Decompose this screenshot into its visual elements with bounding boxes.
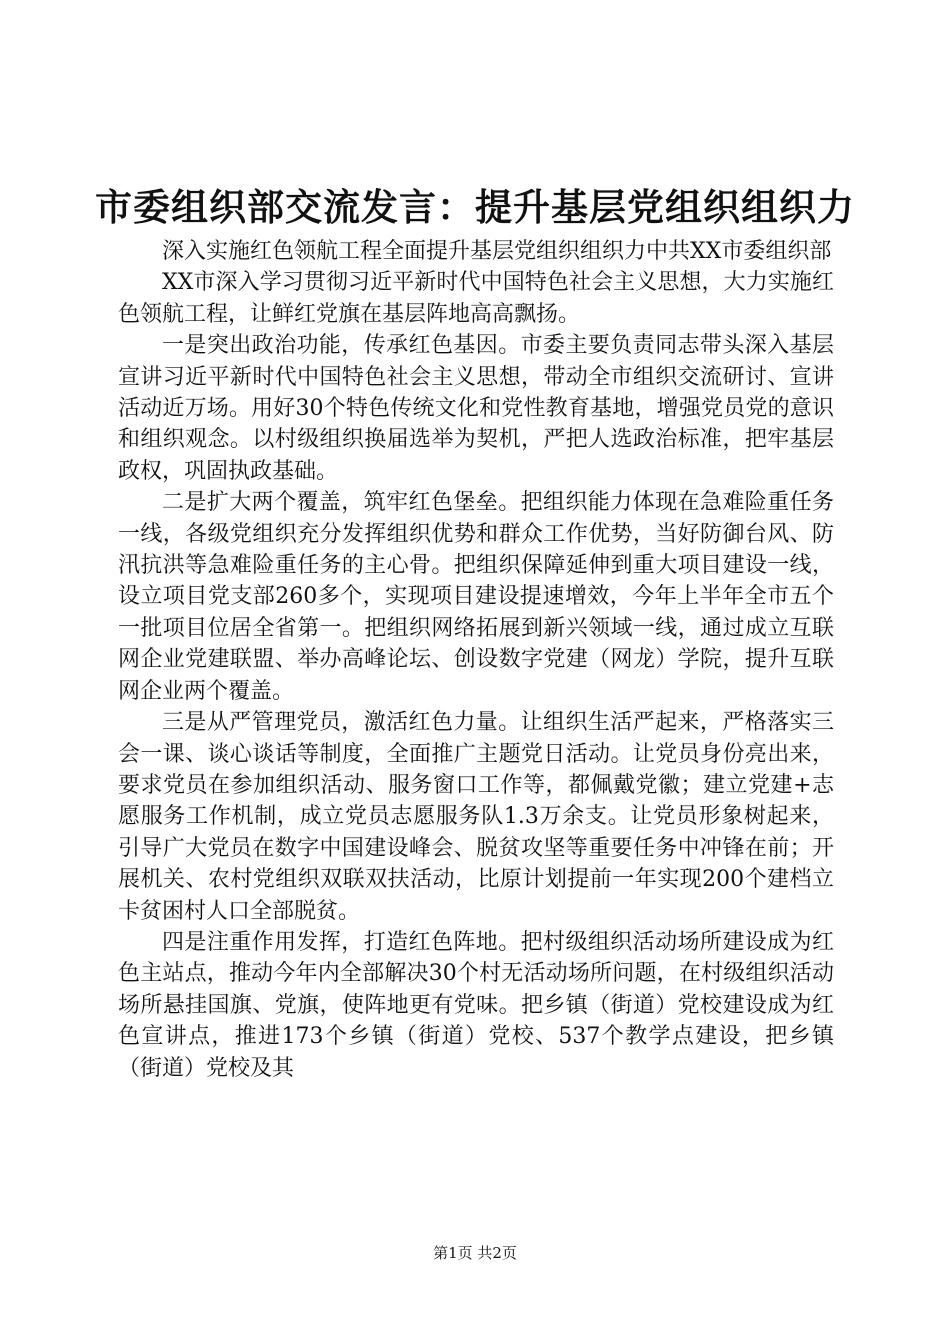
body-paragraph: 一是突出政治功能，传承红色基因。市委主要负责同志带头深入基层宣讲习近平新时代中国特色社会主义思想，带动全市组织交流研讨、宣讲活动近万场。用好30个特色传统文化和党性教育基地，增强党员党的意识和组织观念。以村级组织换届选举为契机，严把人选政治标准，把牢基层政权，巩固执政基础。 (118, 333, 834, 484)
body-paragraph: 深入实施红色领航工程全面提升基层党组织组织力中共XX市委组织部 (162, 239, 832, 264)
body-paragraph: 二是扩大两个覆盖，筑牢红色堡垒。把组织能力体现在急难险重任务一线，各级党组织充分发挥组织优势和群众工作优势，当好防御台风、防汛抗洪等急难险重任务的主心骨。把组织保障延伸到重大项目建设一线，设立项目党支部260多个，实现项目建设提速增效，今年上半年全市五个一批项目位居全省第一。把组织网络拓展到新兴领域一线，通过成立互联网企业党建联盟、举办高峰论坛、创设数字党建（网龙）学院，提升互联网企业两个覆盖。 (118, 490, 834, 704)
body-paragraph: 四是注重作用发挥，打造红色阵地。把村级组织活动场所建设成为红色主站点，推动今年内全部解决30个村无活动场所问题，在村级组织活动场所悬挂国旗、党旗，使阵地更有党味。把乡镇（街道）党校建设成为红色宣讲点，推进173个乡镇（街道）党校、537个教学点建设，把乡镇（街道）党校及其 (118, 929, 834, 1081)
document-title: 市委组织部交流发言：提升基层党组织组织力 (95, 186, 855, 229)
document-body (118, 236, 834, 1084)
body-paragraph: XX市深入学习贯彻习近平新时代中国特色社会主义思想，大力实施红色领航工程，让鲜红党旗在基层阵地高高飘扬。 (118, 270, 834, 327)
body-paragraph: 三是从严管理党员，激活红色力量。让组织生活严起来，严格落实三会一课、谈心谈话等制度，全面推广主题党日活动。让党员身份亮出来，要求党员在参加组织活动、服务窗口工作等，都佩戴党徽；建立党建+志愿服务工作机制，成立党员志愿服务队1.3万余支。让党员形象树起来，引导广大党员在数字中国建设峰会、脱贫攻坚等重要任务中冲锋在前；开展机关、农村党组织双联双扶活动，比原计划提前一年实现200个建档立卡贫困村人口全部脱贫。 (118, 710, 834, 924)
page-footer: 第1页 共2页 (433, 1244, 517, 1262)
